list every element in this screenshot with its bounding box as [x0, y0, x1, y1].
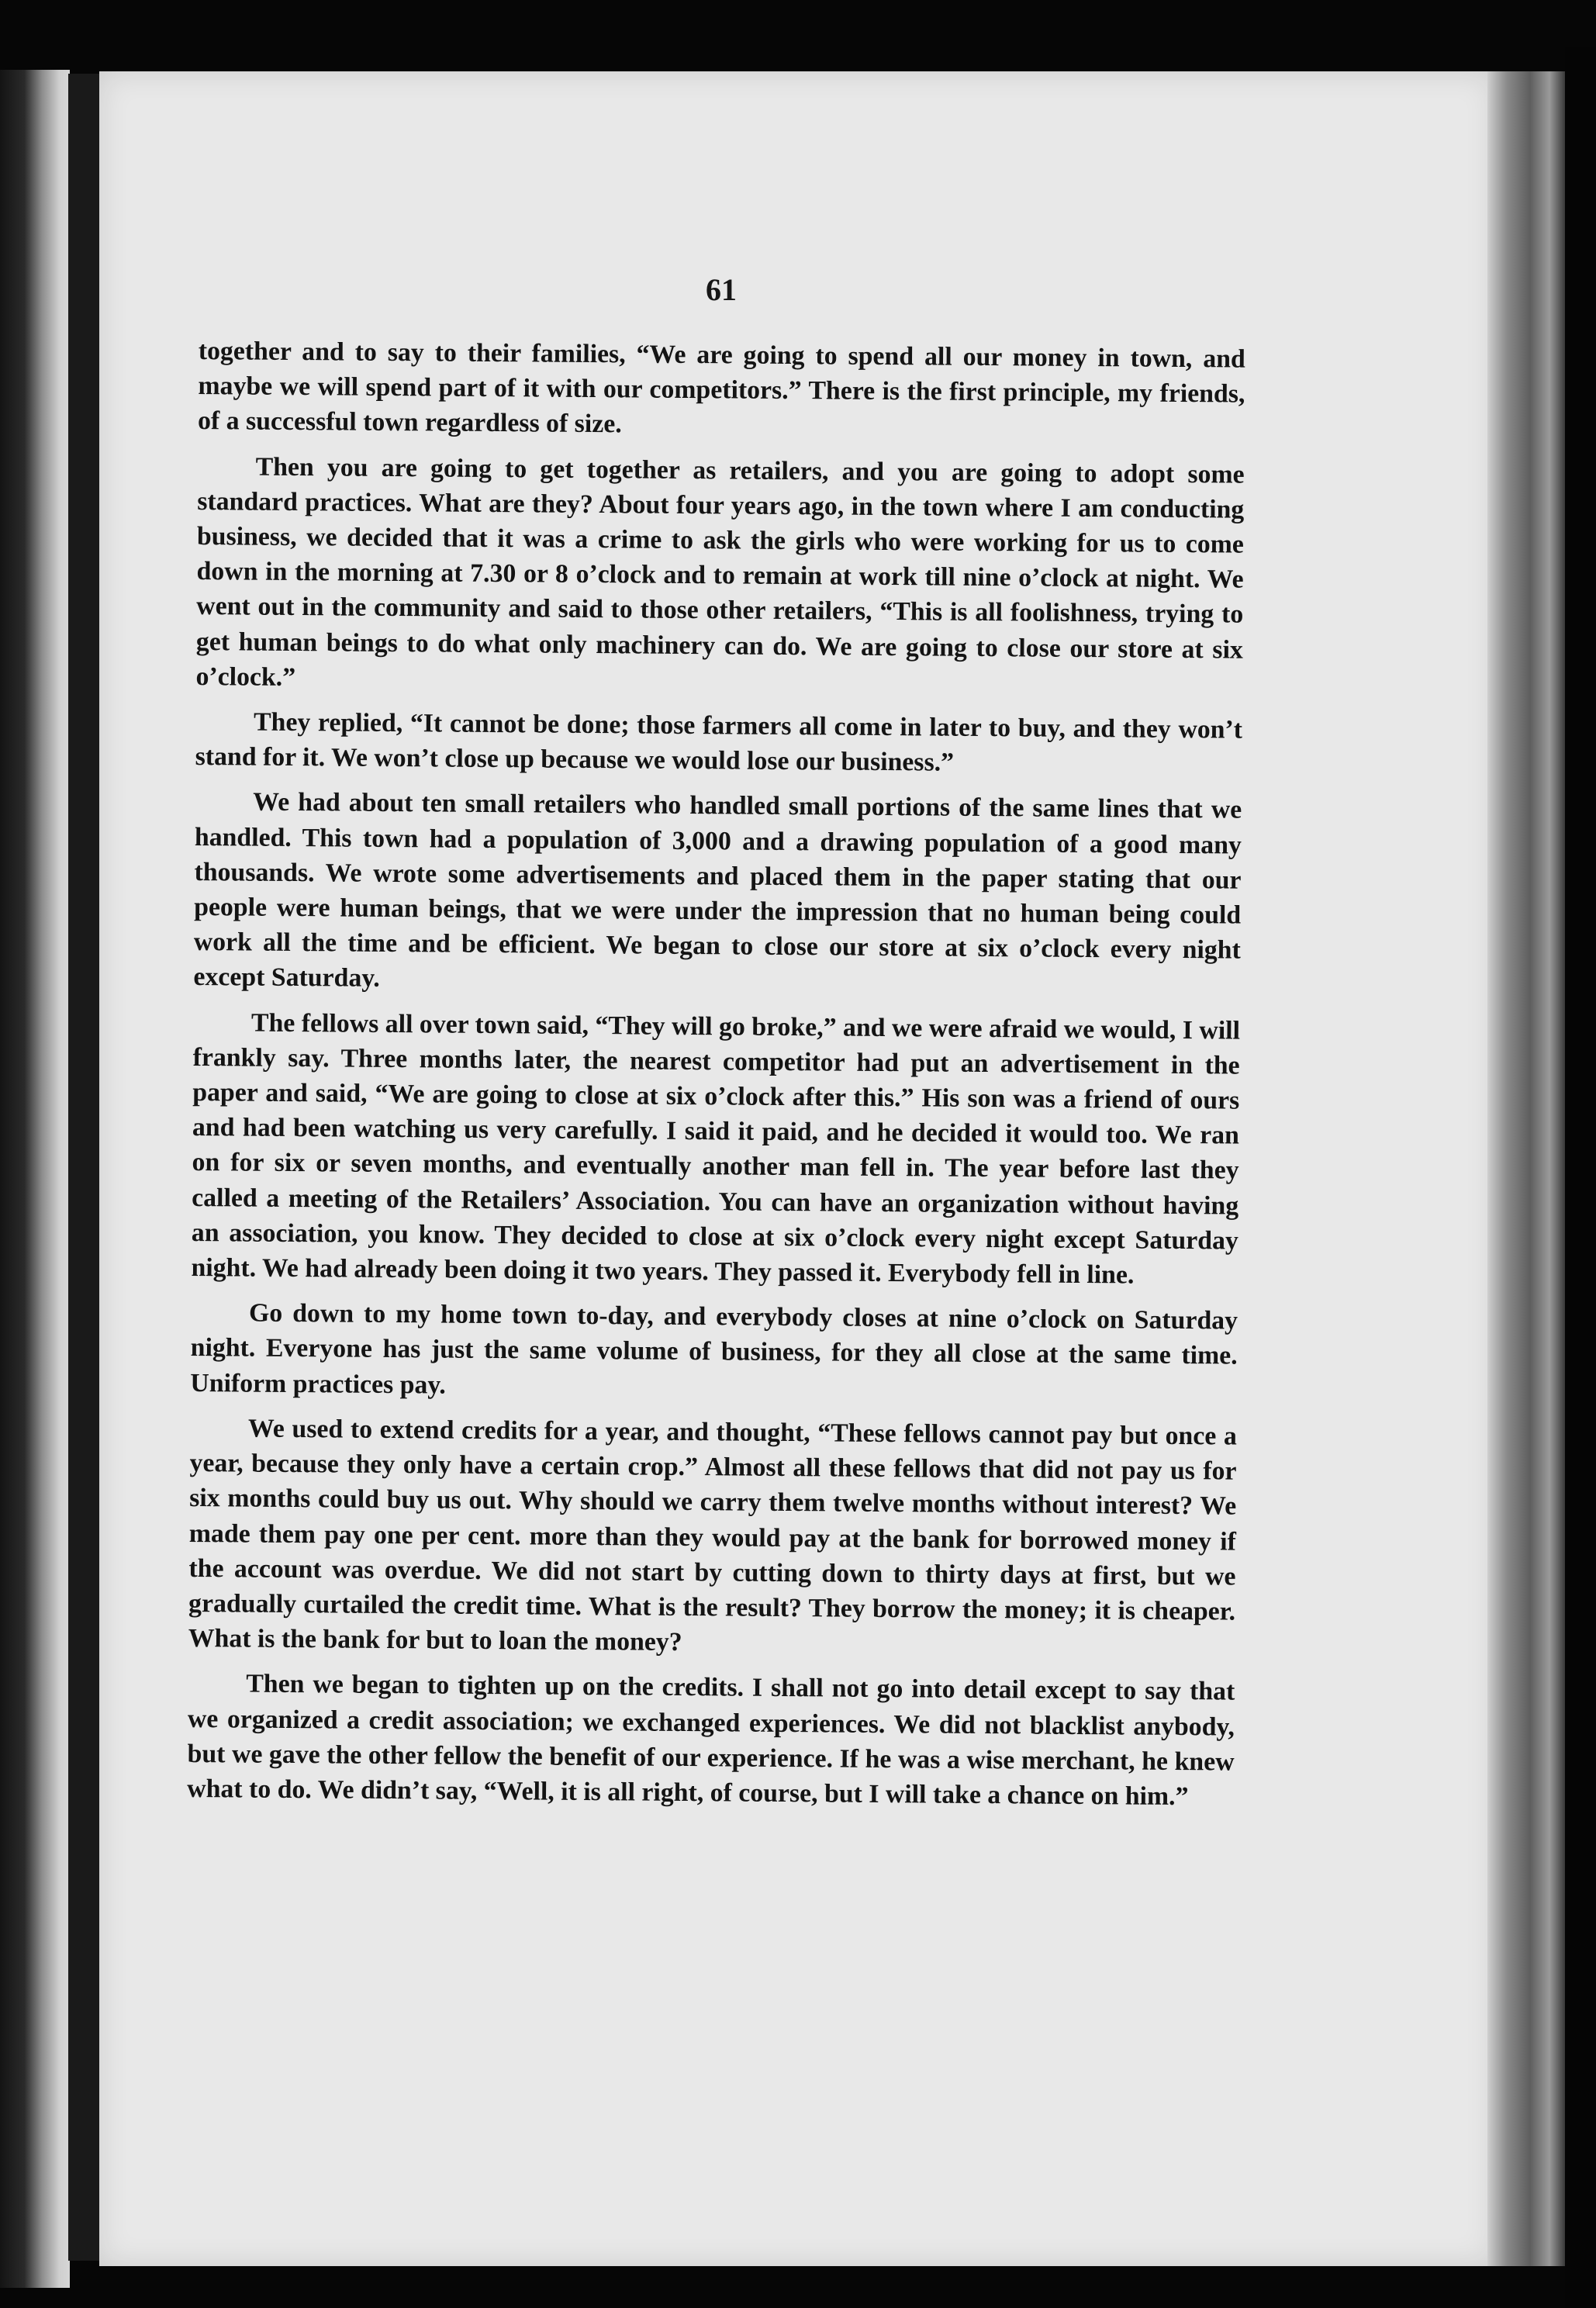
paragraph: We used to extend credits for a year, and thought, “These fellows cannot pay but once a year, because they only have a certain crop.” Almost all these fellows that did not pay us for six months could buy us out. Why should we carry them twelve months without interest? We made them pay one per cent. more than they would pay at the bank for borrowed money if the account was overdue. We did not start by cutting down to thirty days at first, but we gradually curtailed the credit time. What is the result? They borrow the money; it is cheaper. What is the bank for but to loan the money? [188, 1414, 1238, 1657]
paragraph: We had about ten small retailers who handled small portions of the same lines that we handled. This town had a population of 3,000 and a drawing population of a good many thousands. We wrote some advertisements and placed them in the paper stating that our people were human beings, that we were under the impression that no human being could work all the time and be efficient. We began to close our store at six o’clock every night except Saturday. [193, 788, 1242, 993]
left-binding-edge [0, 70, 70, 2288]
left-page-shadow [68, 74, 99, 2261]
paragraph: Then we began to tighten up on the credits. I shall not go into detail except to say that we organized a credit association; we exchanged experiences. We did not blacklist anybody, but we gave the other fellow the benefit of our experience. If he was a wise merchant, he knew what to do. We didn’t say, “Well, it is all right, of course, but I will take a chance on him.” [187, 1669, 1235, 1812]
right-border [1565, 47, 1596, 2308]
paragraph: The fellows all over town said, “They will go broke,” and we were afraid we would, I will frankly say. Three months later, the nearest competitor had put an advertisement in the paper and said, “We are going to close at six o’clock after this.” His son was a friend of ours and had been watching us very carefully. I said it paid, and he decided it would too. We ran on for six or seven months, and eventually another man fell in. The year before last they called a meeting of the Retailers’ Association. You can have an organization without having an association, you know. They decided to close at six o’clock every night except Saturday night. We had already been doing it two years. They passed it. Everybody fell in line. [191, 1008, 1241, 1290]
paragraph: They replied, “It cannot be done; those farmers all come in later to buy, and they won’t stand for it. We won’t close up because we would lose our business.” [195, 707, 1243, 777]
page-number: 61 [706, 272, 737, 307]
body-text [187, 333, 1245, 1825]
paragraph: Go down to my home town to-day, and everybody closes at nine o’clock on Saturday night. Everyone has just the same volume of business, for they all close at the same time. Uniform practices pay. [190, 1298, 1238, 1400]
right-page-edge [1487, 71, 1565, 2266]
paragraph: together and to say to their families, “We are going to spend all our money in town, and maybe we will spend part of it with our competitors.” There is the first principle, my friends, of a successful town regardless of size. [197, 336, 1245, 439]
paragraph: Then you are going to get together as retailers, and you are going to adopt some standard practices. What are they? About four years ago, in the town where I am conducting business, we decided that it was a crime to ask the girls who were working for us to come down in the morning at 7.30 or 8 o’clock and to remain at work till nine o’clock at night. We went out in the community and said to those other retailers, “This is all foolishness, trying to get human beings to do what only machinery can do. We are going to close our store at six o’clock.” [195, 452, 1245, 692]
